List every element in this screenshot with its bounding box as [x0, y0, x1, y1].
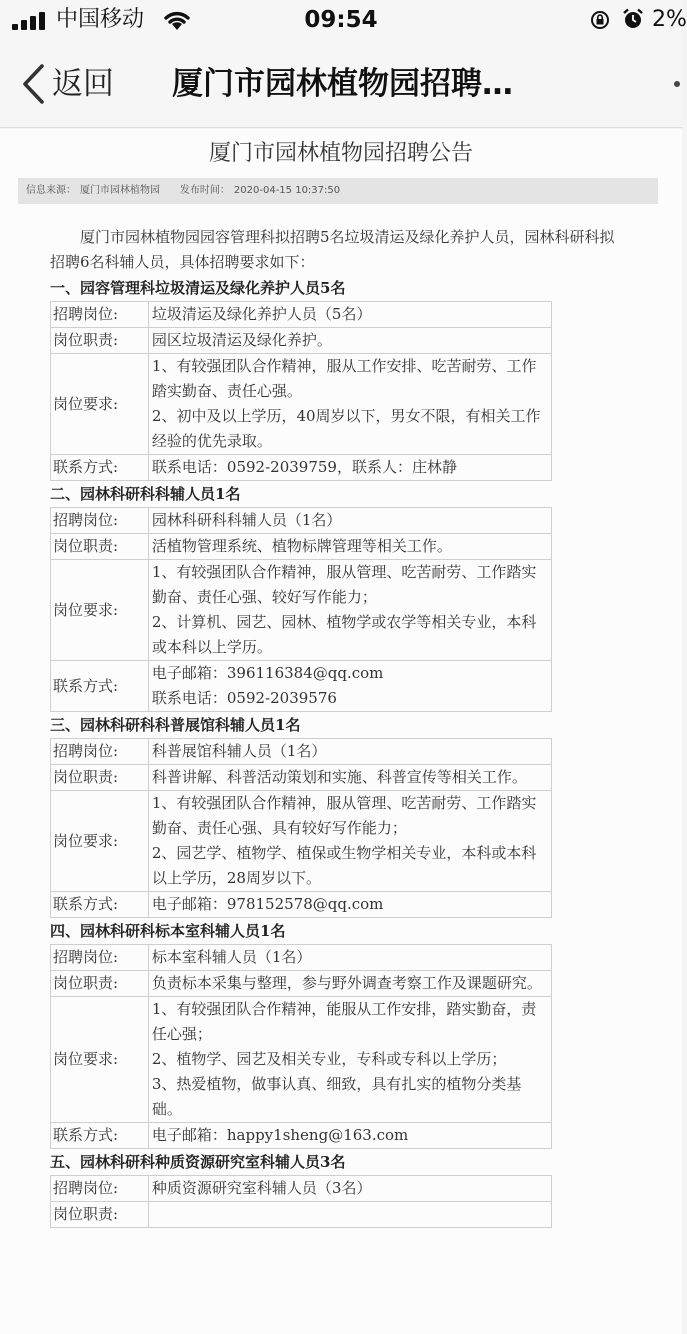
job-table [50, 301, 552, 481]
requirements-label: 岗位要求: [51, 791, 149, 892]
table-row [51, 560, 552, 661]
more-icon[interactable] [672, 80, 682, 88]
contact-value [148, 892, 551, 918]
duty-value: 负责标本采集与整理，参与野外调查考察工作及课题研究。 [148, 971, 551, 997]
table-row [51, 354, 552, 455]
contact-line: 电子邮箱：happy1sheng@163.com [151, 1126, 409, 1144]
contact-value [148, 455, 551, 481]
requirements-line: 2、计算机、园艺、园林、植物学或农学等相关专业，本科或本科以上学历。 [151, 613, 537, 656]
contact-line: 电子邮箱：396116384@qq.com [151, 664, 384, 682]
requirements-line: 2、园艺学、植物学、植保或生物学相关专业，本科或本科以上学历，28周岁以下。 [151, 844, 537, 887]
table-row [51, 455, 552, 481]
contact-value [148, 1123, 551, 1149]
table-row [51, 508, 552, 534]
section-heading: 三、园林科研科科普展馆科辅人员1名 [50, 716, 301, 734]
post-value: 种质资源研究室科辅人员（3名） [148, 1176, 551, 1202]
post-label: 招聘岗位: [51, 508, 149, 534]
table-row [51, 997, 552, 1123]
post-value: 垃圾清运及绿化养护人员（5名） [148, 302, 551, 328]
requirements-value [148, 791, 551, 892]
contact-line: 联系电话：0592-2039759，联系人：庄林静 [151, 458, 457, 476]
article-intro: 厦门市园林植物园园容管理科拟招聘5名垃圾清运及绿化养护人员，园林科研科拟招聘6名科辅人员，具体招聘要求如下： [50, 228, 615, 271]
section-heading: 四、园林科研科标本室科辅人员1名 [50, 922, 286, 940]
table-row [51, 661, 552, 712]
requirements-line: 2、植物学、园艺及相关专业，专科或专科以上学历； [151, 1050, 507, 1068]
time-label: 发布时间： [179, 185, 230, 196]
job-table [50, 507, 552, 712]
duty-label: 岗位职责: [51, 1202, 149, 1228]
requirements-value [148, 997, 551, 1123]
contact-label: 联系方式: [51, 892, 149, 918]
requirements-value [148, 560, 551, 661]
contact-label: 联系方式: [51, 455, 149, 481]
post-label: 招聘岗位: [51, 739, 149, 765]
source-label: 信息来源： [26, 185, 76, 196]
requirements-label: 岗位要求: [51, 997, 149, 1123]
article-title: 厦门市园林植物园招聘公告 [208, 141, 473, 166]
requirements-line: 2、初中及以上学历，40周岁以下，男女不限，有相关工作经验的优先录取。 [151, 407, 541, 450]
back-label: 返回 [52, 66, 114, 102]
carrier-name: 中国移动 [56, 7, 145, 32]
job-sections [50, 275, 552, 1228]
job-table [50, 1175, 552, 1228]
table-row [51, 534, 552, 560]
page-title: 厦门市园林植物园招聘… [172, 66, 513, 102]
table-row [51, 302, 552, 328]
article-content [0, 129, 682, 1334]
section-heading: 二、园林科研科科辅人员1名 [50, 485, 241, 503]
requirements-line: 1、有较强团队合作精神，能服从工作安排，踏实勤奋，责任心强； [151, 1000, 537, 1043]
section-heading: 五、园林科研科种质资源研究室科辅人员3名 [50, 1153, 346, 1171]
duty-value: 科普讲解、科普活动策划和实施、科普宣传等相关工作。 [148, 765, 551, 791]
table-row [51, 791, 552, 892]
table-row [51, 765, 552, 791]
duty-value: 园区垃圾清运及绿化养护。 [148, 328, 551, 354]
back-button[interactable] [20, 62, 114, 106]
article-meta [18, 178, 658, 204]
duty-label: 岗位职责: [51, 765, 149, 791]
source-value: 厦门市园林植物园 [80, 185, 160, 196]
requirements-value [148, 354, 551, 455]
post-value: 园林科研科科辅人员（1名） [148, 508, 551, 534]
post-label: 招聘岗位: [51, 302, 149, 328]
nav-bar [0, 40, 682, 128]
clock-time: 09:54 [304, 7, 378, 33]
section-heading: 一、园容管理科垃圾清运及绿化养护人员5名 [50, 279, 346, 297]
post-value: 科普展馆科辅人员（1名） [148, 739, 551, 765]
table-row [51, 945, 552, 971]
requirements-label: 岗位要求: [51, 354, 149, 455]
duty-label: 岗位职责: [51, 971, 149, 997]
requirements-line: 1、有较强团队合作精神，服从管理、吃苦耐劳、工作踏实勤奋、责任心强、较好写作能力； [151, 563, 537, 606]
post-label: 招聘岗位: [51, 1176, 149, 1202]
chevron-left-icon [20, 63, 46, 105]
contact-label: 联系方式: [51, 661, 149, 712]
contact-label: 联系方式: [51, 1123, 149, 1149]
duty-label: 岗位职责: [51, 534, 149, 560]
job-table [50, 738, 552, 918]
table-row [51, 328, 552, 354]
contact-line: 电子邮箱：978152578@qq.com [151, 895, 384, 913]
alarm-icon [622, 8, 644, 30]
requirements-label: 岗位要求: [51, 560, 149, 661]
requirements-line: 1、有较强团队合作精神，服从管理、吃苦耐劳、工作踏实勤奋、责任心强、具有较好写作能力； [151, 794, 537, 837]
duty-value [148, 1202, 551, 1228]
table-row [51, 739, 552, 765]
job-table [50, 944, 552, 1149]
requirements-line: 1、有较强团队合作精神，服从工作安排、吃苦耐劳、工作踏实勤奋、责任心强。 [151, 357, 537, 400]
table-row [51, 1176, 552, 1202]
status-bar [0, 0, 687, 40]
article-body [50, 225, 615, 1228]
table-row [51, 1202, 552, 1228]
post-label: 招聘岗位: [51, 945, 149, 971]
table-row [51, 892, 552, 918]
battery-level: 2% [652, 7, 687, 32]
post-value: 标本室科辅人员（1名） [148, 945, 551, 971]
duty-value: 活植物管理系统、植物标牌管理等相关工作。 [148, 534, 551, 560]
duty-label: 岗位职责: [51, 328, 149, 354]
table-row [51, 1123, 552, 1149]
contact-line: 联系电话：0592-2039576 [151, 689, 337, 707]
rotation-lock-icon [590, 10, 610, 30]
table-row [51, 971, 552, 997]
requirements-line: 3、热爱植物，做事认真、细致，具有扎实的植物分类基础。 [151, 1075, 522, 1118]
contact-value [148, 661, 551, 712]
time-value: 2020-04-15 10:37:50 [233, 185, 341, 196]
